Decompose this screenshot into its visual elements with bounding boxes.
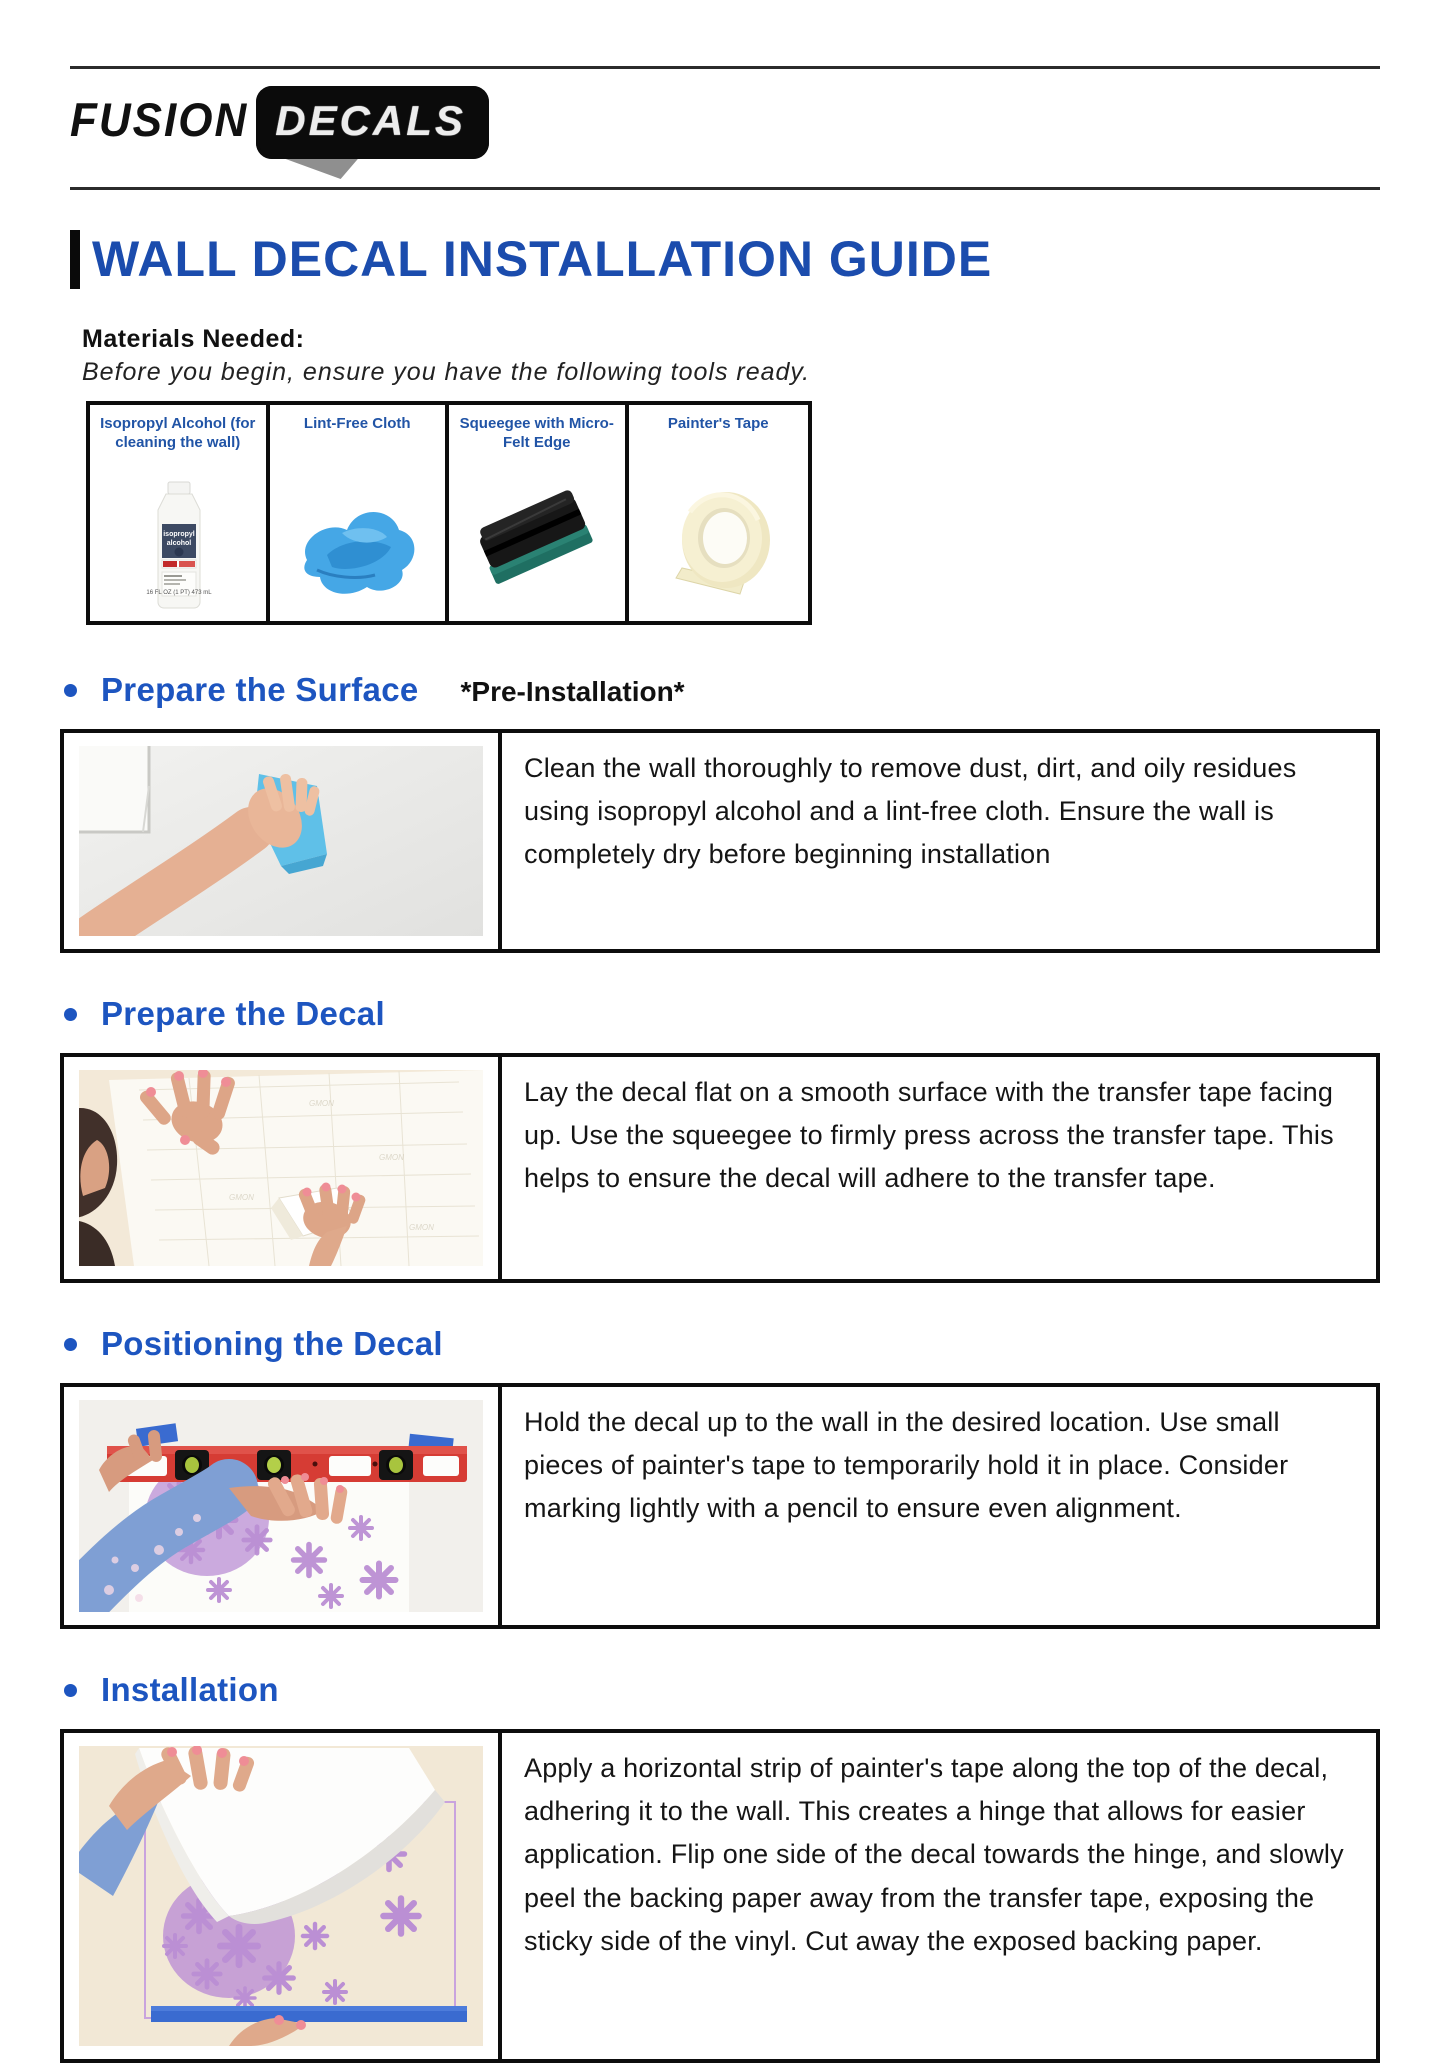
svg-text:GMON: GMON xyxy=(379,1153,404,1162)
section-heading-prepare-surface xyxy=(64,671,1380,709)
step-box-prepare-decal xyxy=(60,1053,1380,1283)
svg-text:GMON: GMON xyxy=(229,1193,254,1202)
section-heading-installation xyxy=(64,1671,1380,1709)
material-cell-squeegee xyxy=(449,405,629,621)
materials-heading: Materials Needed: xyxy=(82,325,305,353)
material-cell-painters-tape xyxy=(629,405,809,621)
material-label: Lint-Free Cloth xyxy=(303,415,411,432)
svg-text:alcohol: alcohol xyxy=(166,540,192,547)
step4-photo xyxy=(64,1733,502,2059)
svg-text:16 FL OZ (1 PT) 473 mL: 16 FL OZ (1 PT) 473 mL xyxy=(146,590,212,596)
alcohol-bottle-icon xyxy=(118,479,238,611)
page-title: WALL DECAL INSTALLATION GUIDE xyxy=(92,231,993,287)
step2-photo xyxy=(64,1057,502,1279)
bullet-icon xyxy=(64,1684,77,1697)
step-box-prepare-surface xyxy=(60,729,1380,953)
svg-text:isopropyl: isopropyl xyxy=(162,531,195,538)
step3-text: Hold the decal up to the wall in the desired location. Use small pieces of painter's tape to temporarily hold it in place. Consider marking lightly with a pencil to ensure even alignment. xyxy=(524,1407,1289,1524)
logo-decals-text: DECALS xyxy=(256,86,489,159)
material-label: Painter's Tape xyxy=(667,415,769,432)
step-box-installation xyxy=(60,1729,1380,2063)
logo-badge xyxy=(256,97,489,145)
bullet-icon xyxy=(64,684,77,697)
tape-roll-icon xyxy=(648,479,788,611)
materials-table xyxy=(86,401,812,625)
bullet-icon xyxy=(64,1008,77,1021)
header-bottom-rule xyxy=(70,187,1380,190)
svg-text:GMON: GMON xyxy=(309,1099,334,1108)
title-row xyxy=(70,230,1380,289)
squeegee-icon xyxy=(462,479,612,611)
section-heading-positioning-decal xyxy=(64,1325,1380,1363)
step1-photo xyxy=(64,733,502,949)
pre-installation-note: *Pre-Installation* xyxy=(460,676,685,707)
logo-fusion-text: FUSION xyxy=(70,94,249,147)
materials-subheading: Before you begin, ensure you have the following tools ready. xyxy=(82,358,811,386)
step3-photo xyxy=(64,1387,502,1625)
material-cell-isopropyl-alcohol xyxy=(90,405,270,621)
step-box-positioning-decal xyxy=(60,1383,1380,1629)
section-title: Positioning the Decal xyxy=(101,1325,443,1362)
step2-text: Lay the decal flat on a smooth surface with the transfer tape facing up. Use the squeegee to firmly press across the transfer tape. This helps to ensure the decal will adhere to the transfer tape. xyxy=(524,1077,1334,1194)
section-title: Prepare the Surface xyxy=(101,671,419,708)
step1-text: Clean the wall thoroughly to remove dust, dirt, and oily residues using isopropyl alcohol and a lint-free cloth. Ensure the wall is completely dry before beginning installation xyxy=(524,753,1297,870)
svg-text:GMON: GMON xyxy=(409,1223,434,1232)
material-label: Isopropyl Alcohol (for cleaning the wall) xyxy=(100,415,256,451)
bullet-icon xyxy=(64,1338,77,1351)
section-heading-prepare-decal xyxy=(64,995,1380,1033)
title-accent-bar xyxy=(70,230,80,289)
material-label: Squeegee with Micro-Felt Edge xyxy=(459,415,614,451)
step4-text: Apply a horizontal strip of painter's tape along the top of the decal, adhering it to the wall. This creates a hinge that allows for easier application. Flip one side of the decal towards the hinge, and slowly peel the backing paper away from the transfer tape, exposing the sticky side of the vinyl. Cut away the exposed backing paper. xyxy=(524,1753,1344,1956)
brand-logo xyxy=(60,69,1380,187)
blue-cloth-icon xyxy=(287,479,427,611)
section-title: Prepare the Decal xyxy=(101,995,385,1032)
material-cell-lint-free-cloth xyxy=(270,405,450,621)
section-title: Installation xyxy=(101,1671,279,1708)
